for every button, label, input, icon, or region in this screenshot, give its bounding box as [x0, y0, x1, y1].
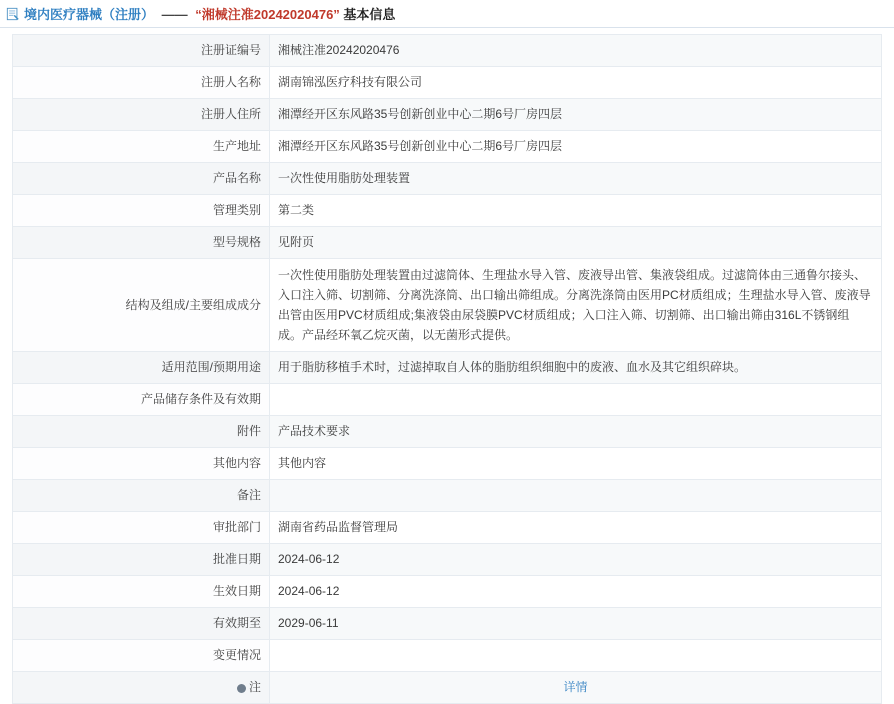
row-value: 第二类 [270, 195, 882, 227]
row-label: 审批部门 [13, 512, 270, 544]
row-label: 生产地址 [13, 131, 270, 163]
row-label: 产品储存条件及有效期 [13, 384, 270, 416]
row-value: 2029-06-11 [270, 608, 882, 640]
row-value: 湘械注准20242020476 [270, 35, 882, 67]
table-row [13, 480, 882, 512]
table-row [13, 67, 882, 99]
row-value: 用于脂肪移植手术时，过滤掉取自人体的脂肪组织细胞中的废液、血水及其它组织碎块。 [270, 352, 882, 384]
table-row [13, 576, 882, 608]
row-value: 一次性使用脂肪处理装置由过滤筒体、生理盐水导入管、废液导出管、集液袋组成。过滤筒体由三通鲁尔接头、入口注入筛、切割筛、分离洗涤筒、出口输出筛组成。分离洗涤筒由医用PC材质组成；生理盐水导入管、废液导出管由医用PVC材质组成;集液袋由尿袋膜PVC材质组成；入口注入筛、切割筛、出口输出筛由316L不锈钢组成。产品经环氧乙烷灭菌，以无菌形式提供。 [270, 259, 882, 352]
table-row [13, 99, 882, 131]
page-title [24, 4, 395, 23]
row-value: 湖南省药品监督管理局 [270, 512, 882, 544]
document-icon [6, 7, 20, 21]
row-value [270, 480, 882, 512]
table-row [13, 384, 882, 416]
row-value: 湘潭经开区东风路35号创新创业中心二期6号厂房四层 [270, 131, 882, 163]
row-label: 附件 [13, 416, 270, 448]
row-label: 管理类别 [13, 195, 270, 227]
device-info-table [12, 34, 882, 704]
table-row [13, 544, 882, 576]
row-label: 有效期至 [13, 608, 270, 640]
page-header [0, 0, 894, 28]
table-row [13, 352, 882, 384]
row-value: 见附页 [270, 227, 882, 259]
row-label: 注册人名称 [13, 67, 270, 99]
row-label: 备注 [13, 480, 270, 512]
row-label: 型号规格 [13, 227, 270, 259]
table-row [13, 512, 882, 544]
page-title-cert-number: “湘械注准20242020476” [195, 7, 340, 22]
page-title-dash: —— [161, 7, 188, 22]
row-label: 注册人住所 [13, 99, 270, 131]
row-label: 结构及组成/主要组成成分 [13, 259, 270, 352]
info-dot-icon [237, 684, 246, 693]
row-value: 产品技术要求 [270, 416, 882, 448]
row-value: 其他内容 [270, 448, 882, 480]
row-value: 2024-06-12 [270, 576, 882, 608]
table-row [13, 416, 882, 448]
row-value [270, 384, 882, 416]
row-value: 湘潭经开区东风路35号创新创业中心二期6号厂房四层 [270, 99, 882, 131]
note-label-cell [13, 672, 270, 704]
table-row [13, 35, 882, 67]
row-label: 产品名称 [13, 163, 270, 195]
note-value-cell [270, 672, 882, 704]
table-row [13, 227, 882, 259]
table-row [13, 608, 882, 640]
row-label: 其他内容 [13, 448, 270, 480]
table-row [13, 448, 882, 480]
table-row [13, 259, 882, 352]
table-row [13, 131, 882, 163]
page-title-suffix: 基本信息 [343, 7, 396, 22]
row-label: 变更情况 [13, 640, 270, 672]
note-label: 注 [248, 680, 261, 694]
table-row-note [13, 672, 882, 704]
row-label: 适用范围/预期用途 [13, 352, 270, 384]
row-value [270, 640, 882, 672]
row-label: 批准日期 [13, 544, 270, 576]
note-detail-link[interactable]: 详情 [563, 680, 588, 694]
row-value: 湖南锦泓医疗科技有限公司 [270, 67, 882, 99]
table-row [13, 195, 882, 227]
row-value: 2024-06-12 [270, 544, 882, 576]
table-row [13, 640, 882, 672]
row-label: 注册证编号 [13, 35, 270, 67]
row-value: 一次性使用脂肪处理装置 [270, 163, 882, 195]
row-label: 生效日期 [13, 576, 270, 608]
table-row [13, 163, 882, 195]
page-title-category[interactable]: 境内医疗器械（注册） [24, 7, 155, 22]
